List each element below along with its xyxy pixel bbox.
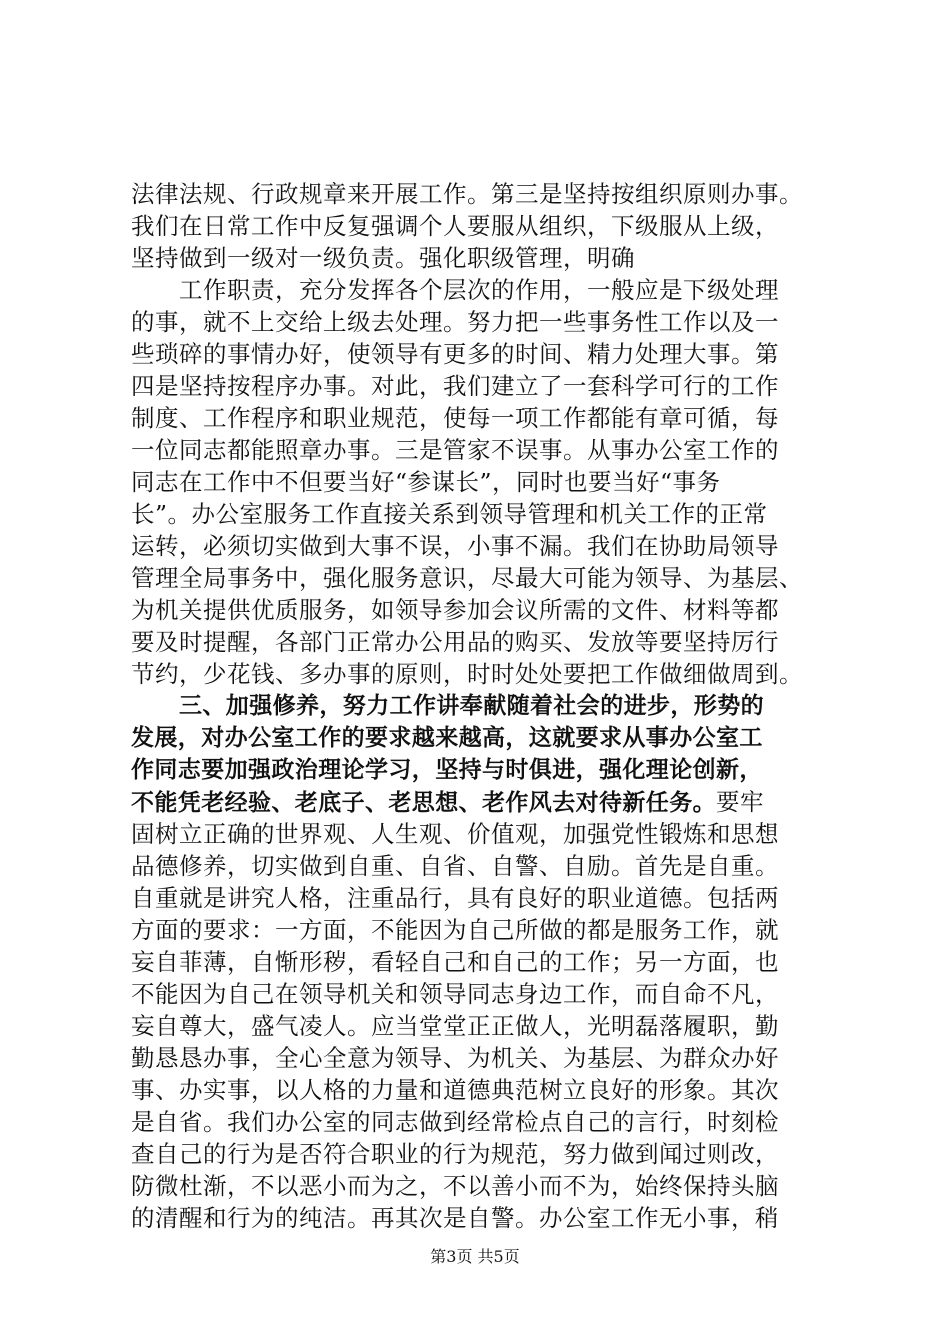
text-line: 些琐碎的事情办好，使领导有更多的时间、精力处理大事。第 bbox=[131, 340, 779, 368]
text-line: 节约，少花钱、多办事的原则，时时处处要把工作做细做周到。 bbox=[131, 660, 803, 688]
text-line: 固树立正确的世界观、人生观、价值观，加强党性锻炼和思想 bbox=[131, 820, 779, 848]
text-line: 妄自尊大，盛气凌人。应当堂堂正正做人，光明磊落履职，勤 bbox=[131, 1012, 779, 1040]
text-line: 的事，就不上交给上级去处理。努力把一些事务性工作以及一 bbox=[131, 308, 779, 336]
text-line: 查自己的行为是否符合职业的行为规范，努力做到闻过则改， bbox=[131, 1140, 779, 1168]
text-line: 勤恳恳办事，全心全意为领导、为机关、为基层、为群众办好 bbox=[131, 1044, 779, 1072]
text-line: 方面的要求：一方面，不能因为自己所做的都是服务工作，就 bbox=[131, 916, 779, 944]
text-line: 同志在工作中不但要当好“参谋长”，同时也要当好“事务 bbox=[131, 468, 721, 496]
bold-run: 不能凭老经验、老底子、老思想、老作风去对待新任务。 bbox=[131, 790, 716, 816]
text-line: 的清醒和行为的纯洁。再其次是自警。办公室工作无小事，稍 bbox=[131, 1204, 779, 1232]
text-line: 坚持做到一级对一级负责。强化职级管理，明确 bbox=[131, 244, 635, 272]
text-line: 品德修养，切实做到自重、自省、自警、自励。首先是自重。 bbox=[131, 852, 779, 880]
text-line: 工作职责，充分发挥各个层次的作用，一般应是下级处理 bbox=[179, 276, 779, 304]
text-line: 要及时提醒，各部门正常办公用品的购买、发放等要坚持厉行 bbox=[131, 628, 779, 656]
text-line: 制度、工作程序和职业规范，使每一项工作都能有章可循，每 bbox=[131, 404, 779, 432]
text-line: 不能因为自己在领导机关和领导同志身边工作，而自命不凡， bbox=[131, 980, 779, 1008]
text-line: 是自省。我们办公室的同志做到经常检点自己的言行，时刻检 bbox=[131, 1108, 779, 1136]
text-line: 运转，必须切实做到大事不误，小事不漏。我们在协助局领导 bbox=[131, 532, 779, 560]
text-line: 一位同志都能照章办事。三是管家不误事。从事办公室工作的 bbox=[131, 436, 779, 464]
body-text bbox=[131, 178, 851, 1234]
bold-text-line: 发展，对办公室工作的要求越来越高，这就要求从事办公室工 bbox=[131, 725, 763, 751]
text-line: 法律法规、行政规章来开展工作。第三是坚持按组织原则办事。 bbox=[131, 180, 803, 208]
text-line: 管理全局事务中，强化服务意识，尽最大可能为领导、为基层、 bbox=[131, 564, 803, 592]
text-line: 妄自菲薄，自惭形秽，看轻自己和自己的工作；另一方面，也 bbox=[131, 948, 779, 976]
normal-run: 要牢 bbox=[716, 788, 764, 816]
text-line: 四是坚持按程序办事。对此，我们建立了一套科学可行的工作 bbox=[131, 372, 779, 400]
section-heading-line: 三、加强修养，努力工作讲奉献随着社会的进步，形势的 bbox=[179, 693, 764, 719]
page-number-footer: 第3页 共5页 bbox=[430, 1247, 520, 1266]
text-line: 事、办实事，以人格的力量和道德典范树立良好的形象。其次 bbox=[131, 1076, 779, 1104]
text-line: 防微杜渐，不以恶小而为之，不以善小而不为，始终保持头脑 bbox=[131, 1172, 779, 1200]
text-line: 我们在日常工作中反复强调个人要服从组织，下级服从上级， bbox=[131, 212, 779, 240]
text-line: 自重就是讲究人格，注重品行，具有良好的职业道德。包括两 bbox=[131, 884, 779, 912]
text-line: 为机关提供优质服务，如领导参加会议所需的文件、材料等都 bbox=[131, 596, 779, 624]
mixed-text-line bbox=[131, 786, 851, 818]
text-line: 长”。办公室服务工作直接关系到领导管理和机关工作的正常 bbox=[131, 500, 768, 528]
bold-text-line: 作同志要加强政治理论学习，坚持与时俱进，强化理论创新， bbox=[131, 757, 763, 783]
